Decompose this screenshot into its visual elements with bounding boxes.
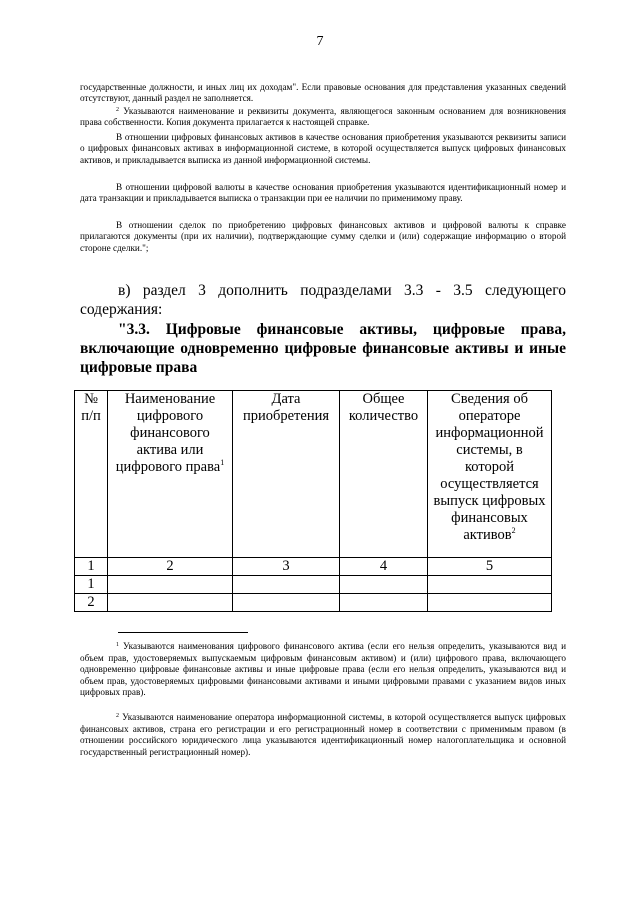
amendment-line-2: содержания:	[80, 301, 163, 318]
table-cell[interactable]	[108, 576, 233, 594]
footnote-1	[80, 641, 566, 699]
table-row	[75, 576, 552, 594]
column-number: 3	[233, 558, 340, 576]
row-number: 2	[75, 594, 108, 612]
table-cell[interactable]	[340, 576, 428, 594]
footnote-2	[80, 712, 566, 758]
table-cell[interactable]	[233, 576, 340, 594]
previous-note-continuation: государственные должности, и иных лиц их доходам". Если правовые основания для представления указанных сведений отсутствуют, данный раздел не заполняется.	[80, 82, 566, 104]
footnote-2-mark: 2	[116, 713, 119, 719]
table-cell[interactable]	[233, 594, 340, 612]
column-numbers-row	[75, 558, 552, 576]
header-total-quantity: Общее количество	[340, 391, 428, 558]
table-cell[interactable]	[428, 594, 552, 612]
section-heading-rest: включающие одновременно цифровые финансовые активы и иные цифровые права	[80, 340, 566, 376]
header-acquisition-date: Дата приобретения	[233, 391, 340, 558]
table-cell[interactable]	[340, 594, 428, 612]
row-number: 1	[75, 576, 108, 594]
header-asset-name-footnote-mark: 1	[220, 458, 225, 467]
table-row	[75, 594, 552, 612]
amendment-line-1: в) раздел 3 дополнить подразделами 3.3 - 3.5 следующего	[118, 282, 566, 299]
digital-assets-table	[74, 390, 552, 612]
note-2-mark: 2	[116, 107, 119, 113]
table-header-row	[75, 391, 552, 558]
note-2-paragraph	[80, 106, 566, 129]
column-number: 4	[340, 558, 428, 576]
footnote-2-text: Указываются наименование оператора информационной системы, в которой осуществляется выпуск цифровых финансовых активов, страна его регистрации и его регистрационный номер в соответствии с применимым правом (в отношении российского юридического лица указываются идентификационный номер налогоплательщика и основной государственный регистрационный номер).	[80, 712, 566, 757]
section-heading-line-1: "3.3. Цифровые финансовые активы, цифровые права,	[118, 321, 566, 338]
table-cell[interactable]	[108, 594, 233, 612]
dfa-basis-paragraph: В отношении цифровых финансовых активов в качестве основания приобретения указываются реквизиты записи о цифровых финансовых активах в информационной системе, в которой осуществляется выпуск цифровых финансовых активов, и прикладывается выписка из данной информационной системы.	[80, 132, 566, 165]
header-operator-info: Сведения об операторе информационной системы, в которой осуществляется выпуск цифровых финансовых активов$^2$	[428, 391, 552, 558]
note-2-text: Указываются наименование и реквизиты документа, являющегося законным основанием для возникновения права собственности. Копия документа прилагается к настоящей справке.	[80, 106, 566, 128]
column-number: 2	[108, 558, 233, 576]
footnote-1-text: Указываются наименования цифрового финансового актива (если его нельзя определить, указываются вид и объем прав, удостоверяемых выпускаемым цифровым финансовым активом) и (или) цифрового права, включающего одновременно цифровые финансовые активы и иные цифровые права (если его нельзя определить, указываются вид и объем прав, удостоверяемых цифровыми финансовыми активами и иными цифровыми правами с указанием видов иных цифровых прав).	[80, 641, 567, 698]
header-number: № п/п	[75, 391, 108, 558]
crypto-basis-paragraph: В отношении цифровой валюты в качестве основания приобретения указываются идентификационный номер и дата транзакции и прикладывается выписка о транзакции при ее наличии по применимому праву.	[80, 182, 566, 204]
page-number: 7	[316, 34, 324, 49]
column-number: 1	[75, 558, 108, 576]
header-operator-footnote-mark: 2	[511, 526, 516, 535]
deals-documents-paragraph: В отношении сделок по приобретению цифровых финансовых активов и цифровой валюты к справке прилагаются документы (при их наличии), подтверждающие сумму сделки и (или) содержащие информацию о второй стороне сделки.";	[80, 220, 566, 253]
section-3-3-heading	[80, 320, 566, 377]
column-number: 5	[428, 558, 552, 576]
footnote-1-mark: 1	[116, 642, 119, 648]
footnote-separator	[118, 632, 248, 633]
table-cell[interactable]	[428, 576, 552, 594]
header-asset-name: Наименование цифрового финансового актива или цифрового права$^1$	[108, 391, 233, 558]
